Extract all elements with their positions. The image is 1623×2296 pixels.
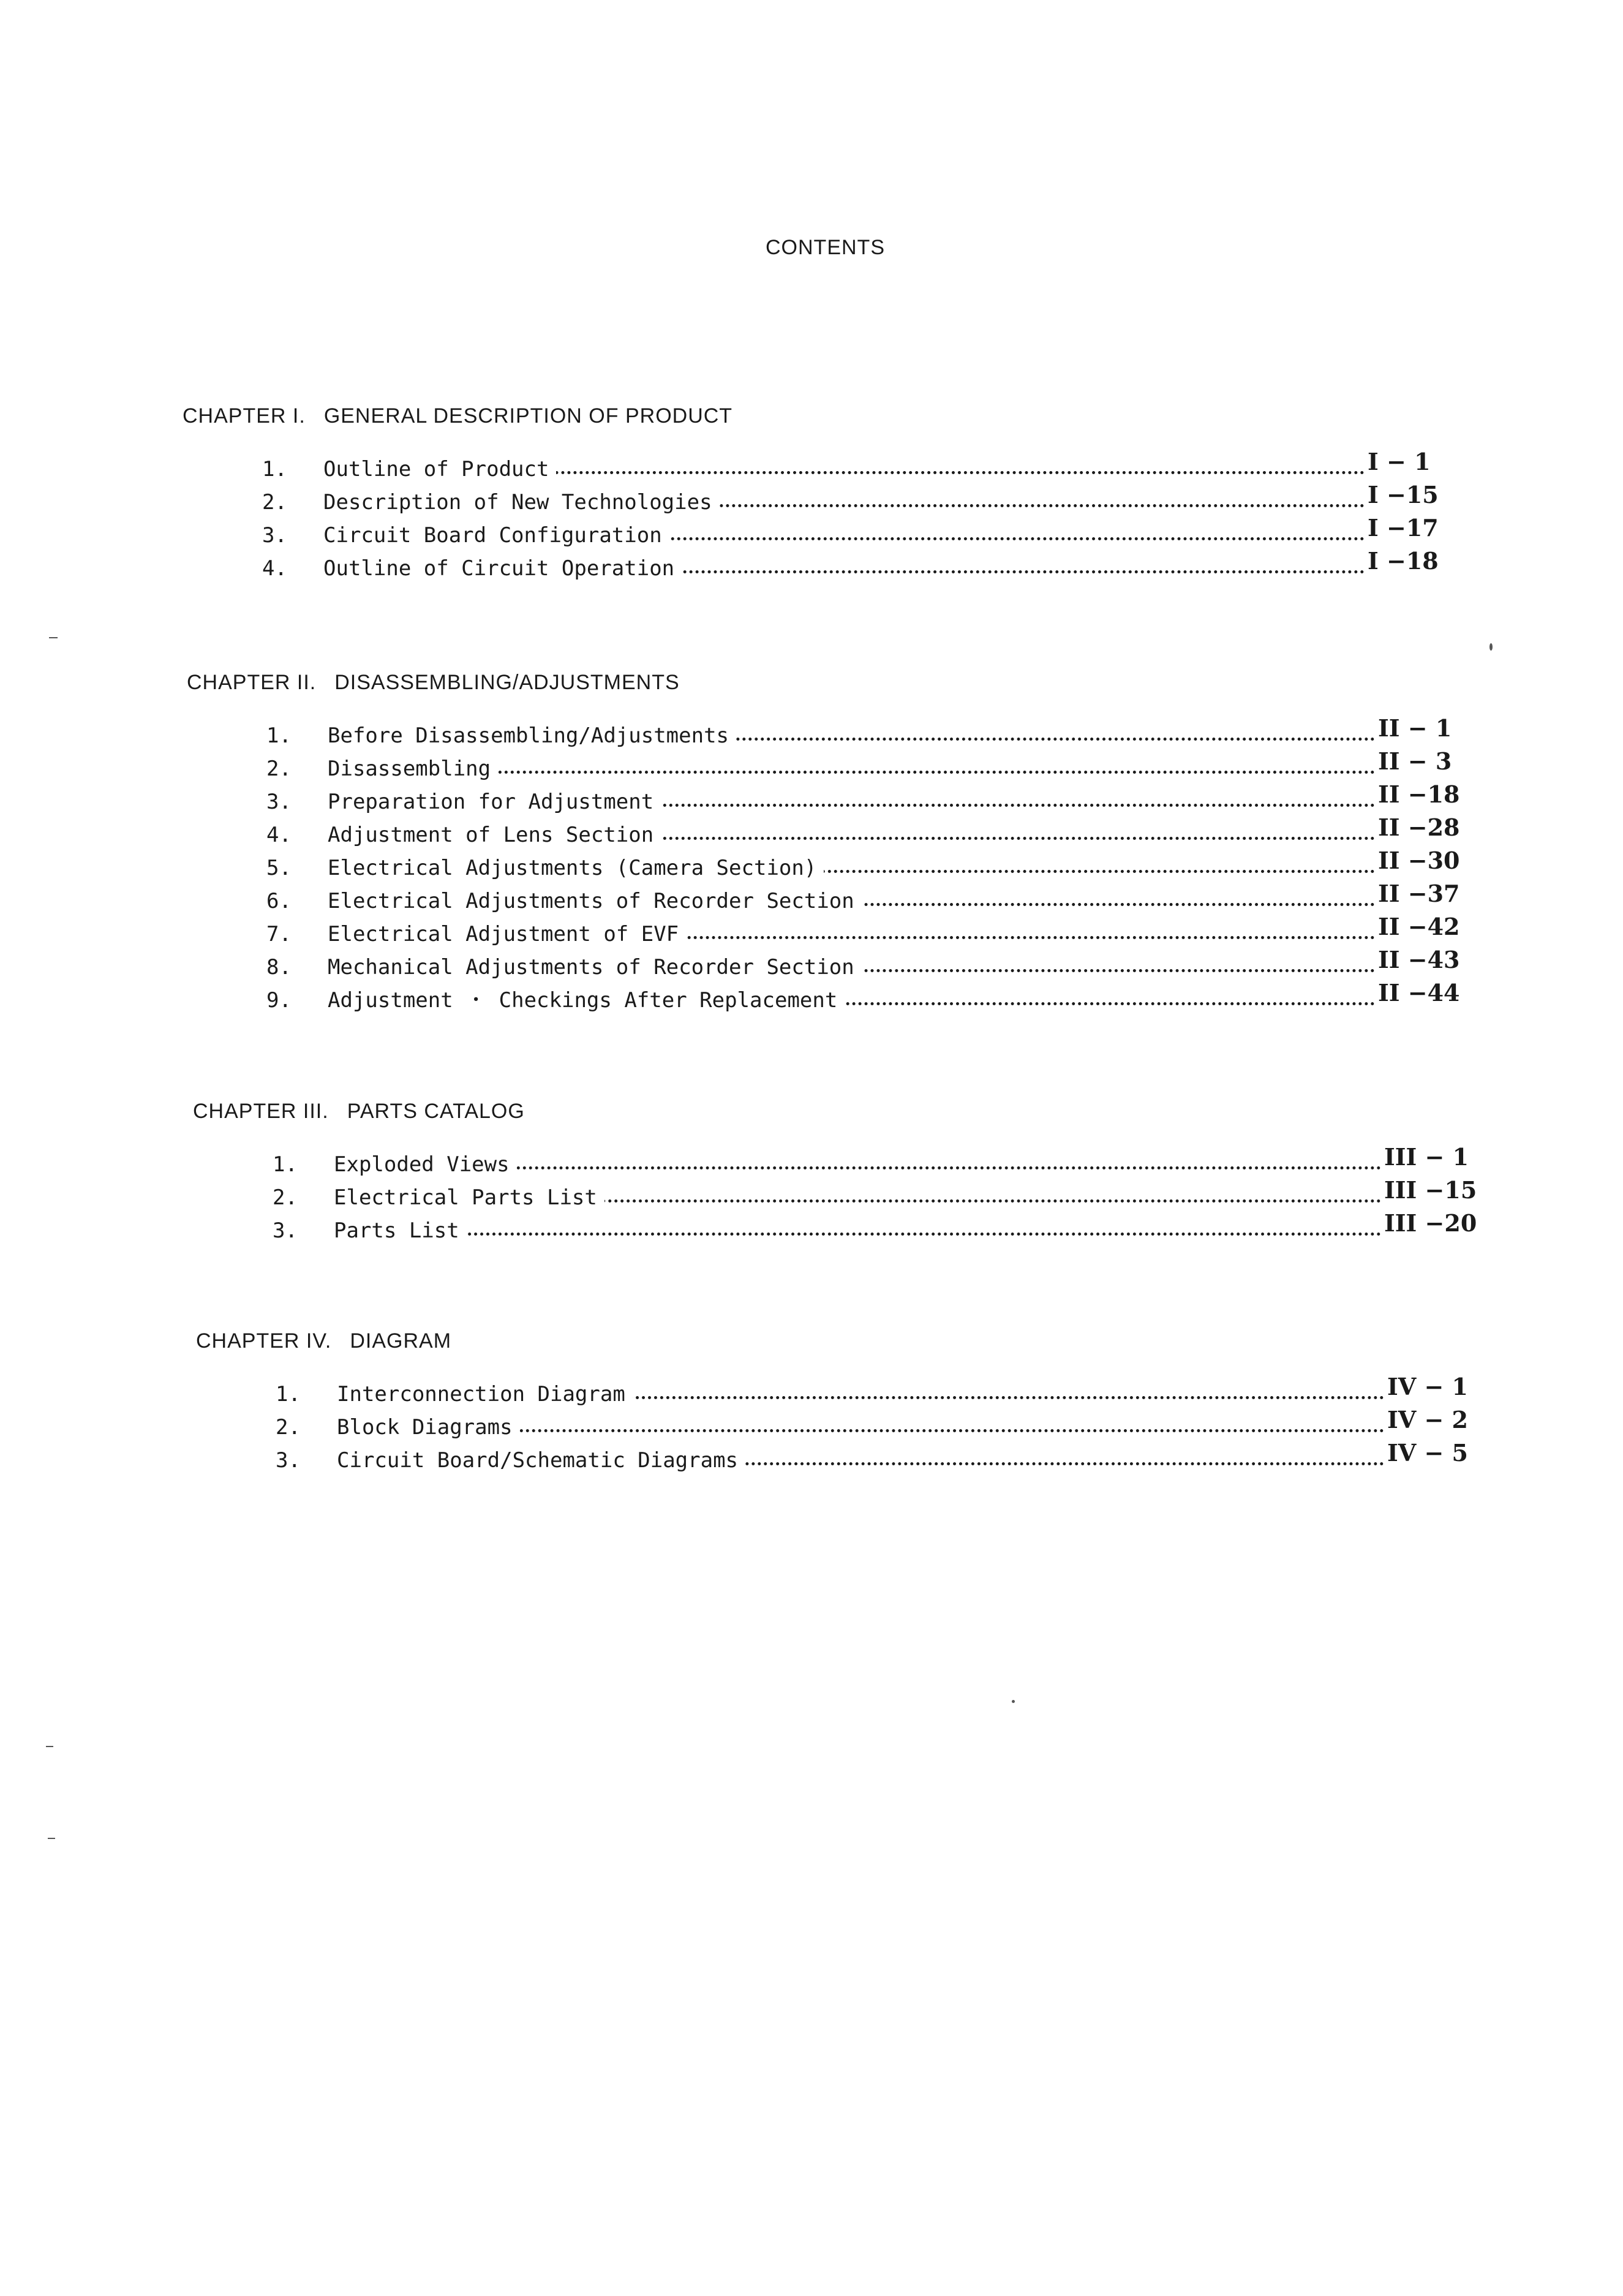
toc-entry[interactable]: [266, 714, 1452, 752]
scan-speck: [46, 1746, 53, 1747]
chapter-title: DISASSEMBLING/ADJUSTMENTS: [334, 671, 680, 694]
toc-entry-label: Outline of Product: [323, 453, 556, 486]
toc-entry-label: Mechanical Adjustments of Recorder Section: [328, 951, 862, 984]
toc-entry-number: 2.: [273, 1185, 298, 1210]
toc-entry[interactable]: [262, 481, 1439, 519]
toc-list: [266, 714, 1460, 1017]
scan-speck: [49, 637, 58, 638]
chapter-3-section: [193, 1100, 1477, 1247]
toc-entry-label: Circuit Board Configuration: [323, 519, 669, 552]
toc-entry[interactable]: [266, 847, 1460, 885]
toc-entry-page: I −17: [1368, 514, 1439, 542]
toc-list: [276, 1373, 1468, 1477]
toc-entry[interactable]: [273, 1209, 1477, 1247]
toc-entry-number: 2.: [276, 1415, 301, 1440]
toc-entry-number: 1.: [276, 1382, 301, 1407]
toc-entry-label: Preparation for Adjustment: [328, 785, 661, 818]
toc-entry-number: 3.: [266, 790, 292, 814]
toc-entry-page: I − 1: [1368, 448, 1431, 475]
toc-entry-page: II −43: [1378, 946, 1460, 973]
toc-entry-page: IV − 2: [1387, 1406, 1468, 1433]
toc-entry-number: 7.: [266, 922, 292, 946]
dot-leader: [334, 1233, 1381, 1236]
toc-entry-page: IV − 1: [1387, 1373, 1468, 1400]
chapter-number: CHAPTER IV.: [196, 1329, 332, 1353]
chapter-number: CHAPTER III.: [193, 1100, 329, 1123]
chapter-heading: [193, 1100, 1455, 1123]
toc-entry[interactable]: [266, 979, 1460, 1017]
toc-entry-label: Electrical Adjustments of Recorder Section: [328, 885, 862, 918]
chapter-title: DIAGRAM: [350, 1329, 452, 1353]
toc-entry[interactable]: [266, 780, 1460, 818]
toc-entry-page: III −20: [1384, 1209, 1477, 1237]
toc-entry[interactable]: [262, 448, 1438, 486]
chapter-number: CHAPTER II.: [187, 671, 317, 694]
toc-entry-number: 5.: [266, 856, 292, 880]
toc-entry-number: 3.: [262, 523, 287, 548]
toc-entry-number: 2.: [262, 490, 287, 515]
toc-entry-page: II −18: [1378, 780, 1460, 808]
toc-entry-number: 4.: [266, 823, 292, 847]
toc-entry-number: 1.: [262, 457, 287, 481]
toc-entry[interactable]: [262, 514, 1439, 552]
toc-entry-page: II − 1: [1378, 714, 1452, 742]
chapter-2-section: [187, 671, 1460, 1017]
toc-entry[interactable]: [266, 747, 1452, 785]
chapter-heading: [183, 404, 1438, 428]
toc-list: [262, 448, 1439, 585]
chapter-1-section: [183, 404, 1438, 585]
toc-entry-number: 9.: [266, 988, 292, 1013]
chapter-4-section: [196, 1329, 1468, 1477]
toc-entry-page: II −44: [1378, 979, 1460, 1006]
chapter-title: PARTS CATALOG: [347, 1100, 525, 1123]
toc-entry-page: IV − 5: [1387, 1439, 1468, 1467]
toc-entry[interactable]: [266, 814, 1460, 852]
toc-entry-label: Adjustment ・ Checkings After Replacement: [328, 984, 845, 1017]
toc-entry-number: 1.: [266, 723, 292, 748]
toc-entry-page: II − 3: [1378, 747, 1452, 775]
toc-entry-label: Outline of Circuit Operation: [323, 552, 682, 585]
toc-list: [273, 1143, 1477, 1247]
toc-entry-label: Electrical Adjustment of EVF: [328, 918, 686, 951]
toc-entry-number: 8.: [266, 955, 292, 980]
toc-entry-number: 2.: [266, 757, 292, 781]
toc-entry-number: 4.: [262, 556, 287, 581]
toc-entry-label: Electrical Parts List: [334, 1181, 604, 1214]
toc-entry-label: Description of New Technologies: [323, 486, 720, 519]
chapter-heading: [196, 1329, 1458, 1353]
toc-entry-page: I −15: [1368, 481, 1439, 508]
toc-entry-page: II −42: [1378, 913, 1460, 940]
toc-entry-page: II −37: [1378, 880, 1460, 907]
chapter-title: GENERAL DESCRIPTION OF PRODUCT: [323, 404, 733, 428]
toc-entry[interactable]: [266, 880, 1460, 918]
toc-entry-page: II −30: [1378, 847, 1460, 874]
toc-entry-label: Electrical Adjustments (Camera Section): [328, 852, 824, 885]
chapter-number: CHAPTER I.: [183, 404, 306, 428]
toc-entry-label: Disassembling: [328, 752, 498, 785]
toc-entry-label: Adjustment of Lens Section: [328, 818, 661, 852]
page-title: CONTENTS: [766, 236, 885, 259]
toc-entry[interactable]: [273, 1176, 1477, 1214]
toc-entry[interactable]: [276, 1373, 1468, 1411]
toc-entry-label: Parts List: [334, 1214, 467, 1247]
toc-entry-label: Before Disassembling/Adjustments: [328, 719, 736, 752]
toc-entry[interactable]: [266, 946, 1460, 984]
toc-entry-page: III − 1: [1384, 1143, 1469, 1171]
toc-entry[interactable]: [276, 1406, 1468, 1444]
scan-speck: [48, 1838, 55, 1839]
toc-entry-page: III −15: [1384, 1176, 1477, 1204]
scan-speck: [1012, 1700, 1015, 1703]
toc-entry[interactable]: [276, 1439, 1468, 1477]
toc-entry-label: Block Diagrams: [337, 1411, 520, 1444]
toc-entry-page: I −18: [1368, 547, 1439, 575]
toc-entry[interactable]: [273, 1143, 1469, 1181]
toc-entry-number: 1.: [273, 1152, 298, 1177]
toc-entry-number: 3.: [276, 1448, 301, 1473]
scan-speck: [1489, 643, 1493, 651]
toc-entry[interactable]: [266, 913, 1460, 951]
toc-entry-number: 3.: [273, 1218, 298, 1243]
toc-entry-label: Interconnection Diagram: [337, 1378, 633, 1411]
chapter-heading: [187, 671, 1448, 695]
toc-entry-label: Circuit Board/Schematic Diagrams: [337, 1444, 745, 1477]
toc-entry-number: 6.: [266, 889, 292, 913]
toc-entry[interactable]: [262, 547, 1439, 585]
toc-entry-label: Exploded Views: [334, 1148, 517, 1181]
toc-entry-page: II −28: [1378, 814, 1460, 841]
